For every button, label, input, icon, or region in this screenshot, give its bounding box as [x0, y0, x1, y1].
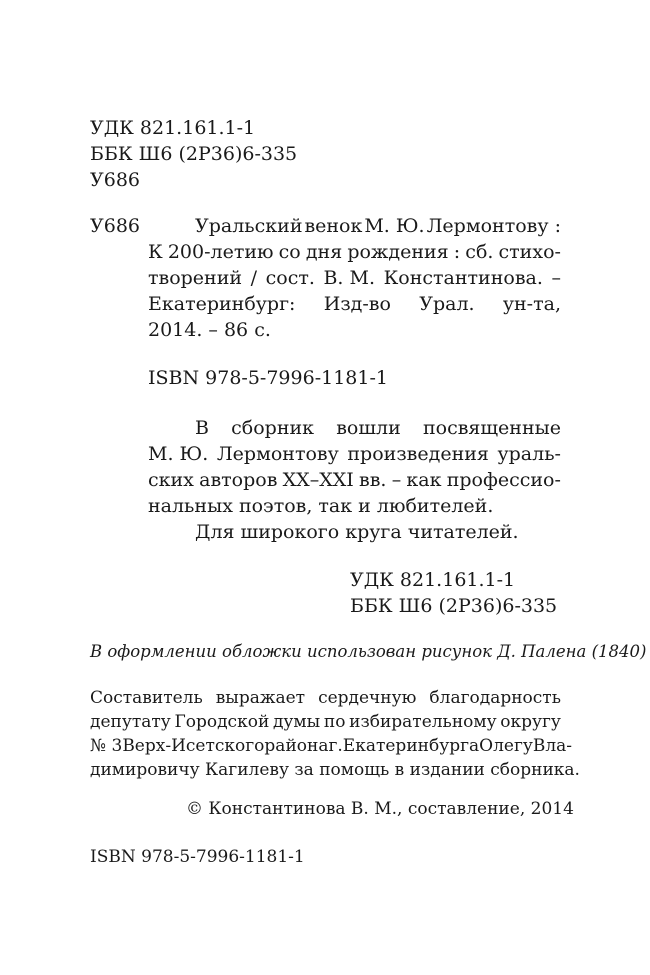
author-sign-record: У686 — [90, 215, 140, 237]
record-title-line-2: К 200-летию со дня рождения : сб. стихо- — [148, 241, 561, 263]
copyright-notice: © Константинова В. М., составление, 2014 — [186, 799, 574, 819]
gratitude-line-4: димировичу Кагилеву за помощь в издании сборника. — [90, 760, 580, 780]
udk-top: УДК 821.161.1-1 — [90, 117, 256, 139]
record-isbn: ISBN 978-5-7996-1181-1 — [148, 367, 388, 389]
annotation-line-3: ских авторов XX–XXI вв. – как профессио- — [148, 469, 561, 491]
gratitude-line-3: № 3 Верх-Исетского района г. Екатеринбурга Олегу Вла- — [90, 736, 573, 756]
gratitude-line-2: депутату Городской думы по избирательному округу — [90, 712, 561, 732]
record-title-line-3: творений / сост. В. М. Константинова. – — [148, 267, 561, 289]
bbk-top: ББК Ш6 (2Р36)6-335 — [90, 143, 298, 165]
record-title-line-4: Екатеринбург: Изд-во Урал. ун-та, — [148, 293, 561, 315]
author-sign-top: У686 — [90, 169, 140, 191]
gratitude-line-1: Составитель выражает сердечную благодарность — [90, 688, 561, 708]
isbn-bottom: ISBN 978-5-7996-1181-1 — [90, 847, 305, 867]
bbk-bottom: ББК Ш6 (2Р36)6-335 — [350, 595, 558, 617]
annotation-line-4: нальных поэтов, так и любителей. — [148, 495, 494, 517]
record-title-line-5: 2014. – 86 с. — [148, 319, 271, 341]
annotation-audience: Для широкого круга читателей. — [195, 521, 519, 543]
annotation-line-2: М. Ю. Лермонтову произведения ураль- — [148, 443, 561, 465]
cover-illustration-note: В оформлении обложки использован рисунок Д. Палена (1840) — [90, 642, 647, 661]
udk-bottom: УДК 821.161.1-1 — [350, 569, 516, 591]
record-title-line-1: Уральский венок М. Ю. Лермонтову : — [195, 215, 561, 237]
annotation-line-1: В сборник вошли посвященные — [195, 417, 561, 439]
